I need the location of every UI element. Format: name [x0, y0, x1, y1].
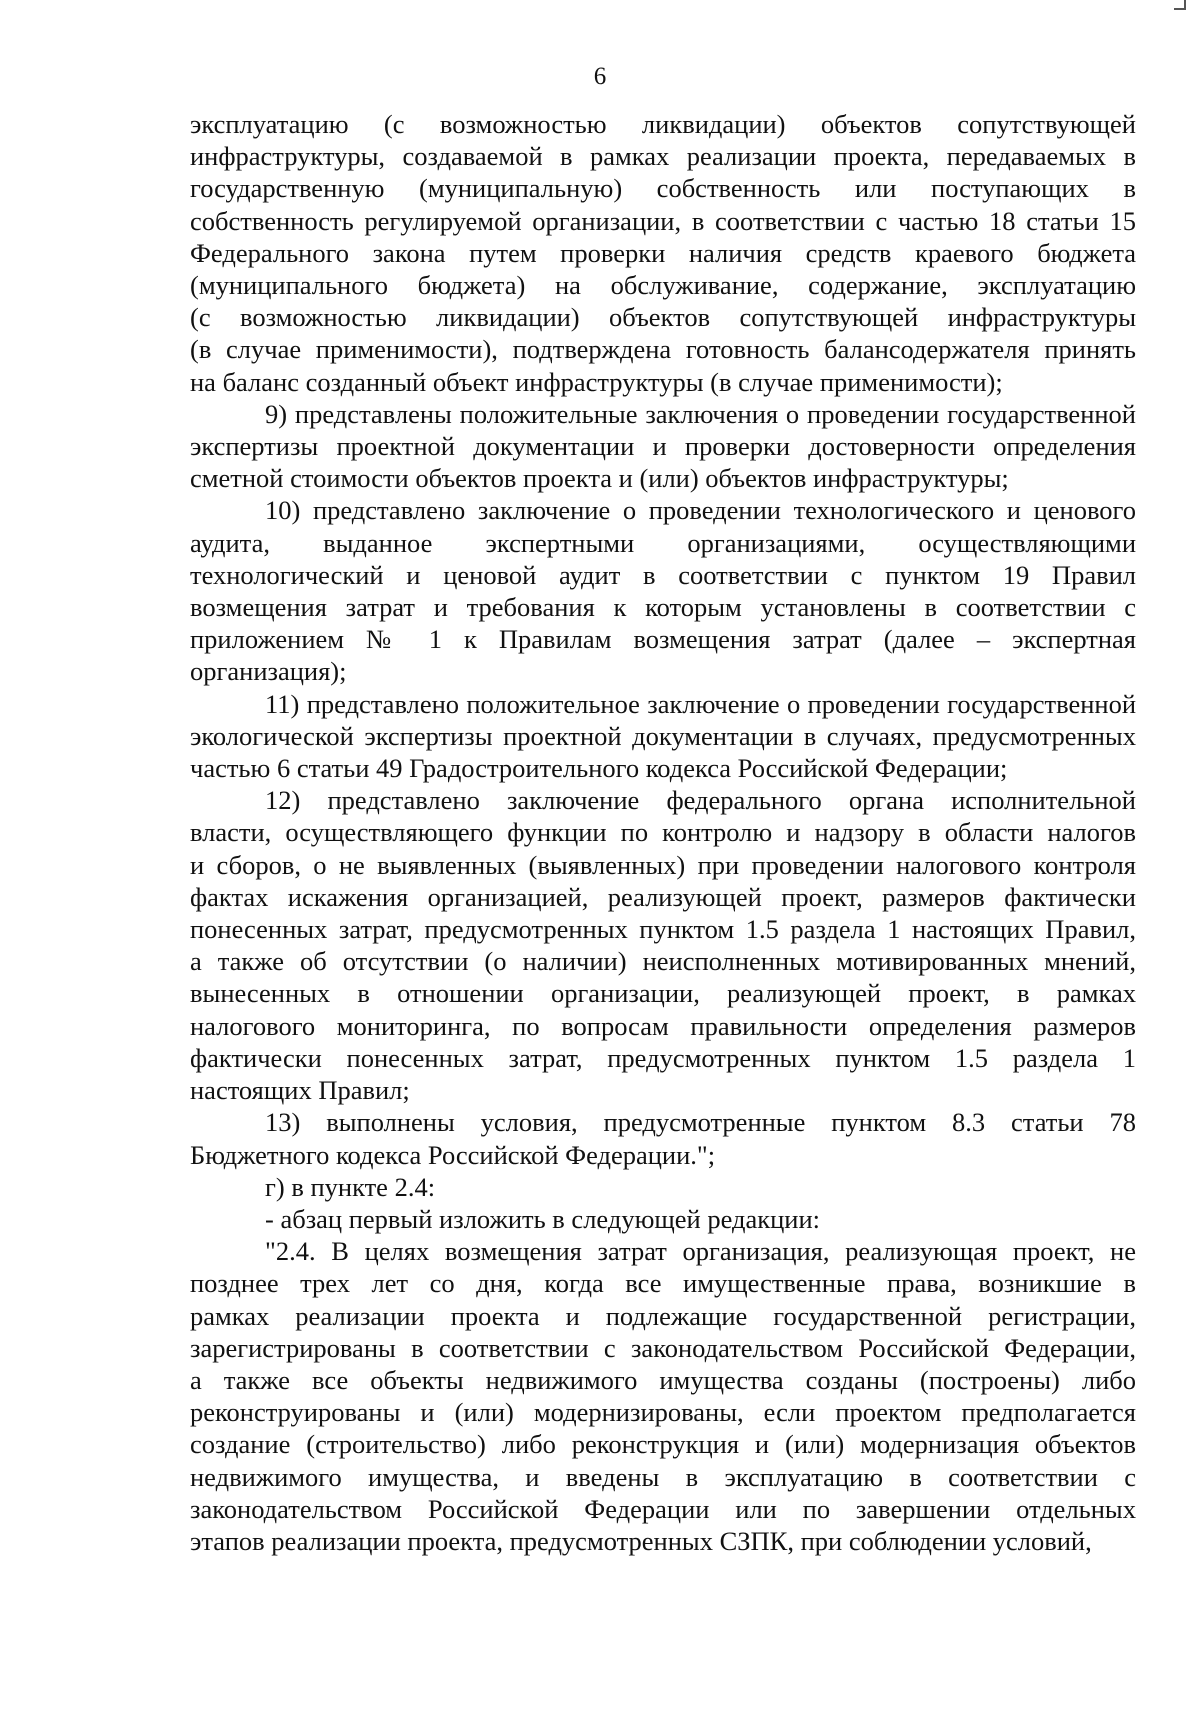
text-line: г) в пункте 2.4:	[265, 1171, 436, 1202]
text-line: зарегистрированы в соответствии с законодательством Российской Федерации,	[190, 1332, 1136, 1363]
text-line: (в случае применимости), подтверждена готовность балансодержателя принять	[190, 334, 1136, 365]
text-line: (муниципального бюджета) на обслуживание, содержание, эксплуатацию	[190, 270, 1136, 301]
text-line: аудита, выданное экспертными организациями, осуществляющими	[190, 527, 1136, 558]
text-line: 12) представлено заключение федерального органа исполнительной	[265, 785, 1136, 816]
text-line: власти, осуществляющего функции по контролю и надзору в области налогов	[190, 817, 1136, 848]
text-line: рамках реализации проекта и подлежащие государственной регистрации,	[190, 1300, 1136, 1331]
text-line: - абзац первый изложить в следующей редакции:	[265, 1203, 821, 1234]
text-line: 10) представлено заключение о проведении технологического и ценового	[265, 495, 1136, 526]
text-line: недвижимого имущества, и введены в эксплуатацию в соответствии с	[190, 1461, 1136, 1492]
text-line: "2.4. В целях возмещения затрат организация, реализующая проект, не	[265, 1236, 1136, 1267]
text-line: сметной стоимости объектов проекта и (или) объектов инфраструктуры;	[190, 463, 1009, 494]
text-line: и сборов, о не выявленных (выявленных) при проведении налогового контроля	[190, 849, 1136, 880]
text-line: 13) выполнены условия, предусмотренные пунктом 8.3 статьи 78	[265, 1107, 1136, 1138]
text-line: государственную (муниципальную) собственность или поступающих в	[190, 173, 1136, 204]
text-line: вынесенных в отношении организации, реализующей проект, в рамках	[190, 978, 1136, 1009]
text-line: налогового мониторинга, по вопросам правильности определения размеров	[190, 1010, 1136, 1041]
scan-corner-mark	[1174, 0, 1186, 10]
text-line: технологический и ценовой аудит в соответствии с пунктом 19 Правил	[190, 559, 1136, 590]
text-line: а также все объекты недвижимого имущества созданы (построены) либо	[190, 1364, 1136, 1395]
text-line: этапов реализации проекта, предусмотренных СЗПК, при соблюдении условий,	[190, 1525, 1092, 1556]
text-line: частью 6 статьи 49 Градостроительного кодекса Российской Федерации;	[190, 753, 1008, 784]
text-line: экспертизы проектной документации и проверки достоверности определения	[190, 431, 1136, 462]
text-line: фактически понесенных затрат, предусмотренных пунктом 1.5 раздела 1	[190, 1042, 1136, 1073]
text-line: экологической экспертизы проектной документации в случаях, предусмотренных	[190, 720, 1136, 751]
text-line: (с возможностью ликвидации) объектов сопутствующей инфраструктуры	[190, 302, 1136, 333]
document-body	[190, 108, 1136, 1557]
text-line: настоящих Правил;	[190, 1075, 410, 1106]
text-line: реконструированы и (или) модернизированы, если проектом предполагается	[190, 1397, 1136, 1428]
text-line: фактах искажения организацией, реализующей проект, размеров фактически	[190, 881, 1136, 912]
text-line: а также об отсутствии (о наличии) неисполненных мотивированных мнений,	[190, 946, 1136, 977]
text-line: собственность регулируемой организации, в соответствии с частью 18 статьи 15	[190, 205, 1136, 236]
page-number: 6	[593, 63, 607, 90]
text-line: приложением № 1 к Правилам возмещения затрат (далее – экспертная	[190, 624, 1136, 655]
text-line: организация);	[190, 656, 347, 687]
text-line: инфраструктуры, создаваемой в рамках реализации проекта, передаваемых в	[190, 141, 1136, 172]
text-line: 9) представлены положительные заключения о проведении государственной	[265, 398, 1136, 429]
text-line: понесенных затрат, предусмотренных пунктом 1.5 раздела 1 настоящих Правил,	[190, 914, 1136, 945]
text-line: позднее трех лет со дня, когда все имущественные права, возникшие в	[190, 1268, 1136, 1299]
text-line: Бюджетного кодекса Российской Федерации.";	[190, 1139, 716, 1170]
text-line: эксплуатацию (с возможностью ликвидации) объектов сопутствующей	[190, 109, 1136, 139]
text-line: возмещения затрат и требования к которым установлены в соответствии с	[190, 592, 1136, 623]
text-line: на баланс созданный объект инфраструктуры (в случае применимости);	[190, 366, 1003, 397]
text-line: 11) представлено положительное заключение о проведении государственной	[265, 688, 1136, 719]
text-line: Федерального закона путем проверки наличия средств краевого бюджета	[190, 237, 1136, 268]
text-line: законодательством Российской Федерации или по завершении отдельных	[190, 1493, 1136, 1524]
text-line: создание (строительство) либо реконструкция и (или) модернизация объектов	[190, 1429, 1136, 1460]
